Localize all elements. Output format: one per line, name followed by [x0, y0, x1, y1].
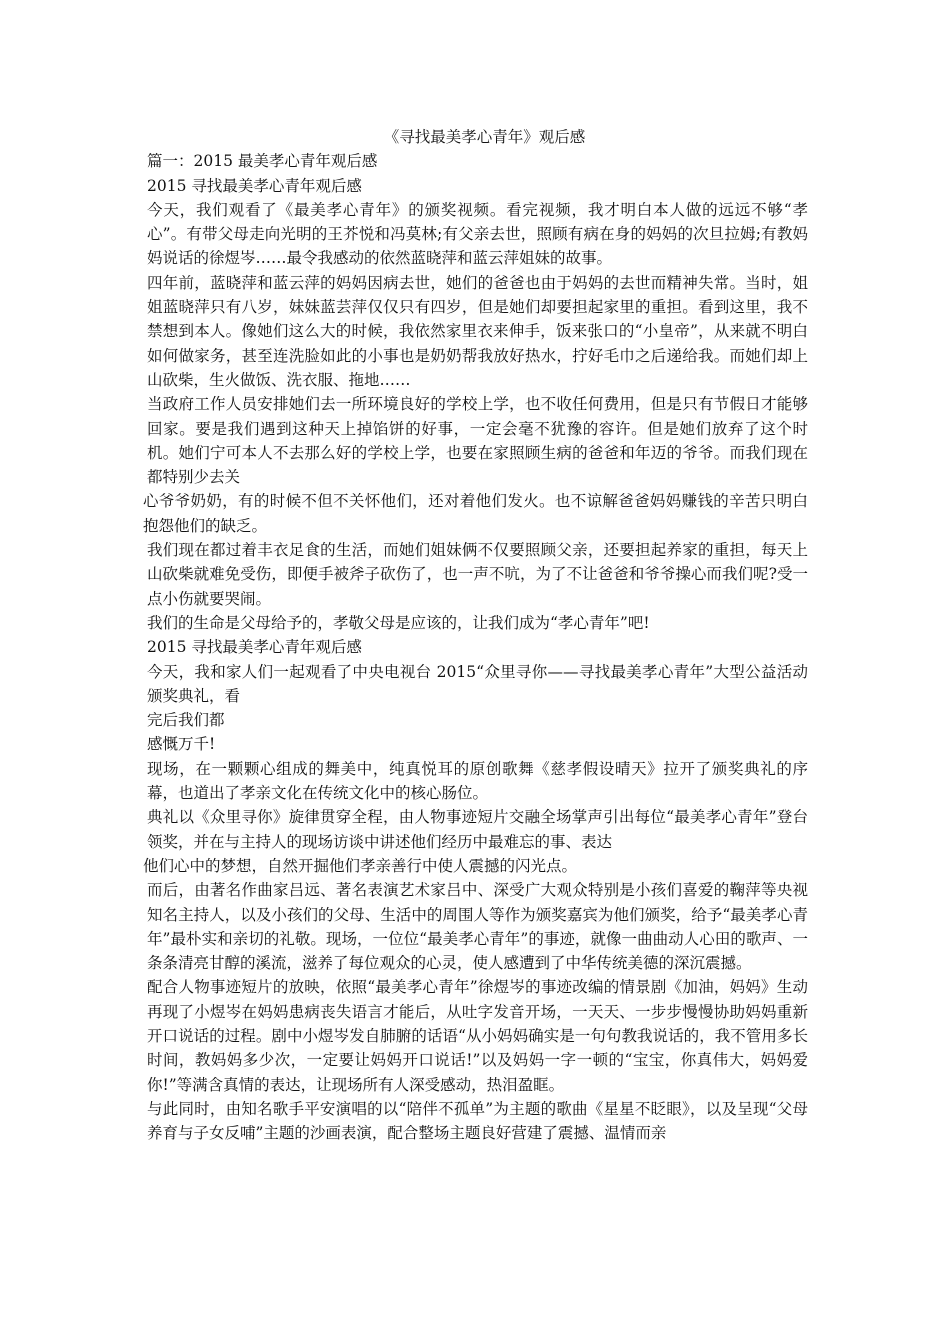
paragraph: 配合人物事迹短片的放映，依照“最美孝心青年”徐煜岑的事迹改编的情景剧《加油，妈妈》生动再现了小煜岑在妈妈患病丧失语言才能后，从吐字发音开场，一天天、一步步慢慢协助妈妈重新开口说话的过程。剧中小煜岑发自肺腑的话语“从小妈妈确实是一句句教我说话的，我不管用多长时间，教妈妈多少次，一定要让妈妈开口说话!”以及妈妈一字一顿的“宝宝，你真伟大，妈妈爱你!”等满含真情的表达，让现场所有人深受感动，热泪盈眶。 — [147, 978, 808, 1094]
paragraph: 四年前，蓝晓萍和蓝云萍的妈妈因病去世，她们的爸爸也由于妈妈的去世而精神失常。当时，姐姐蓝晓萍只有八岁，妹妹蓝芸萍仅仅只有四岁，但是她们却要担起家里的重担。看到这里，我不禁想到本人。像她们这么大的时候，我依然家里衣来伸手，饭来张口的“小皇帝”，从来就不明白如何做家务，甚至连洗脸如此的小事也是奶奶帮我放好热水，拧好毛巾之后递给我。而她们却上山砍柴，生火做饭、洗衣服、拖地…… — [147, 273, 808, 389]
paragraph: 感慨万千! — [147, 735, 216, 754]
paragraph: 与此同时，由知名歌手平安演唱的以“陪伴不孤单”为主题的歌曲《星星不眨眼》，以及呈现“父母养育与子女反哺”主题的沙画表演，配合整场主题良好营建了震撼、温情而亲 — [147, 1099, 808, 1143]
paragraph: 心爷爷奶奶，有的时候不但不关怀他们，还对着他们发火。也不谅解爸爸妈妈赚钱的辛苦只明白抱怨他们的缺乏。 — [143, 492, 808, 535]
article-heading: 2015 寻找最美孝心青年观后感 — [147, 638, 362, 657]
paragraph: 完后我们都 — [147, 711, 225, 730]
paragraph: 当政府工作人员安排她们去一所环境良好的学校上学，也不收任何费用，但是只有节假日才能够回家。要是我们遇到这种天上掉馅饼的好事，一定会毫不犹豫的容许。但是她们放弃了这个时机。她们宁可本人不去那么好的学校上学，也要在家照顾生病的爸爸和年迈的爷爷。而我们现在都特别少去关 — [147, 395, 808, 487]
paragraph: 我们现在都过着丰衣足食的生活，而她们姐妹俩不仅要照顾父亲，还要担起养家的重担，每天上山砍柴就难免受伤，即便手被斧子砍伤了，也一声不吭，为了不让爸爸和爷爷操心而我们呢?受一点小伤就要哭闹。 — [147, 541, 808, 608]
paragraph: 他们心中的梦想，自然开掘他们孝亲善行中使人震撼的闪光点。 — [143, 856, 578, 875]
paragraph: 而后，由著名作曲家吕远、著名表演艺术家吕中、深受广大观众特别是小孩们喜爱的鞠萍等央视知名主持人，以及小孩们的父母、生活中的周围人等作为颁奖嘉宾为他们颁奖，给予“最美孝心青年”最朴实和亲切的礼敬。现场，一位位“最美孝心青年”的事迹，就像一曲曲动人心田的歌声、一条条清亮甘醇的溪流，滋养了每位观众的心灵，使人感遭到了中华传统美德的深沉震撼。 — [147, 881, 808, 973]
section-heading: 篇一：2015 最美孝心青年观后感 — [147, 152, 378, 171]
document-page — [143, 125, 808, 1145]
paragraph: 我们的生命是父母给予的，孝敬父母是应该的，让我们成为“孝心青年”吧! — [147, 613, 650, 632]
paragraph: 现场，在一颗颗心组成的舞美中，纯真悦耳的原创歌舞《慈孝假设晴天》拉开了颁奖典礼的序幕，也道出了孝亲文化在传统文化中的核心肠位。 — [147, 759, 808, 803]
paragraph: 今天，我和家人们一起观看了中央电视台 2015“众里寻你——寻找最美孝心青年”大型公益活动颁奖典礼，看 — [147, 662, 808, 705]
paragraph: 典礼以《众里寻你》旋律贯穿全程，由人物事迹短片交融全场掌声引出每位“最美孝心青年”登台领奖，并在与主持人的现场访谈中讲述他们经历中最难忘的事、表达 — [147, 808, 808, 851]
document-title: 《寻找最美孝心青年》观后感 — [383, 128, 586, 146]
paragraph: 今天，我们观看了《最美孝心青年》的颁奖视频。看完视频，我才明白本人做的远远不够“孝心”。有带父母走向光明的王芥悦和冯莫林;有父亲去世，照顾有病在身的妈妈的次旦拉姆;有教妈妈说话的徐煜岑……最令我感动的依然蓝晓萍和蓝云萍姐妹的故事。 — [147, 200, 808, 268]
article-heading: 2015 寻找最美孝心青年观后感 — [147, 176, 362, 195]
